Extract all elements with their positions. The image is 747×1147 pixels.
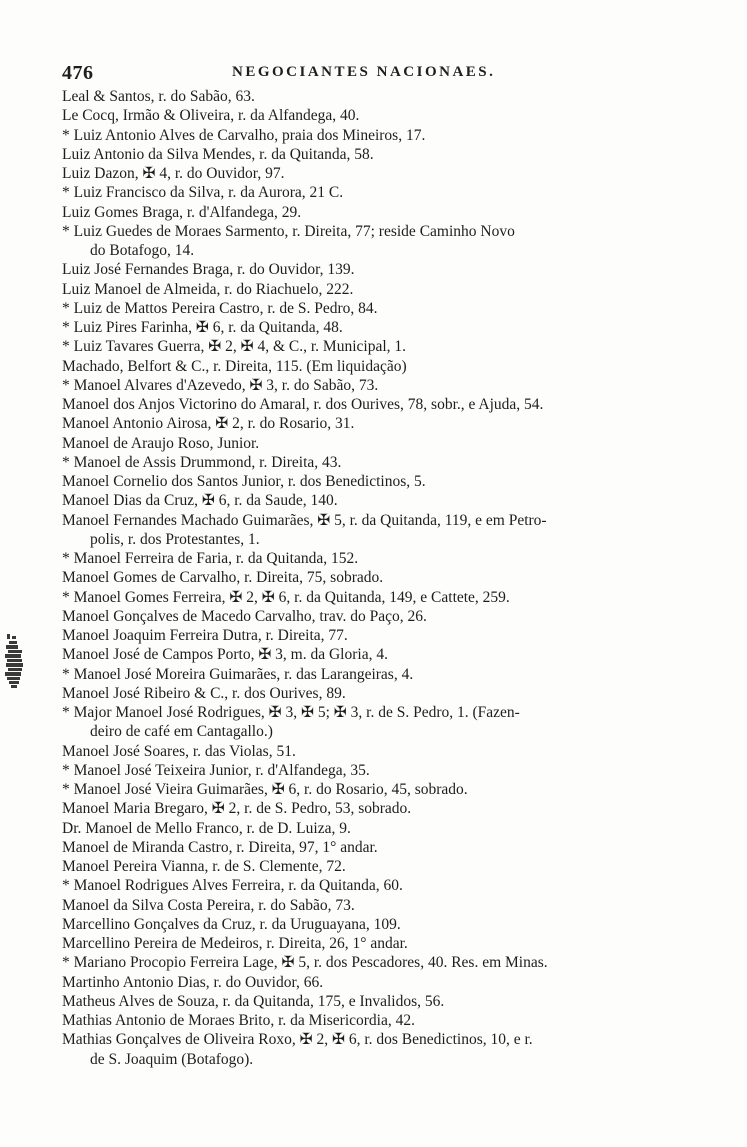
list-item: Martinho Antonio Dias, r. do Ouvidor, 66. [62, 973, 324, 991]
list-item: * Luiz Guedes de Moraes Sarmento, r. Direita, 77; reside Caminho Novo [62, 222, 515, 240]
page-number: 476 [62, 62, 94, 84]
list-item: Manoel Gonçalves de Macedo Carvalho, trav. do Paço, 26. [62, 607, 427, 625]
list-item: Le Cocq, Irmão & Oliveira, r. da Alfandega, 40. [62, 107, 360, 125]
list-item: Manoel Fernandes Machado Guimarães, ✠ 5, r. da Quitanda, 119, e em Petro- [62, 511, 547, 529]
list-item-continuation: deiro de café em Cantagallo.) [90, 723, 273, 741]
list-item: * Luiz Francisco da Silva, r. da Aurora, 21 C. [62, 184, 344, 202]
list-item: * Manoel Alvares d'Azevedo, ✠ 3, r. do Sabão, 73. [62, 376, 379, 394]
list-item: Luiz Antonio da Silva Mendes, r. da Quitanda, 58. [62, 145, 374, 163]
entry-list [62, 87, 687, 1069]
list-item: Manoel Gomes de Carvalho, r. Direita, 75, sobrado. [62, 569, 384, 587]
running-title: NEGOCIANTES NACIONAES. [232, 64, 496, 80]
list-item: Leal & Santos, r. do Sabão, 63. [62, 88, 255, 105]
list-item: Manoel Dias da Cruz, ✠ 6, r. da Saude, 140. [62, 492, 338, 510]
list-item: * Luiz Tavares Guerra, ✠ 2, ✠ 4, & C., r. Municipal, 1. [62, 338, 407, 356]
list-item: * Mariano Procopio Ferreira Lage, ✠ 5, r. dos Pescadores, 40. Res. em Minas. [62, 954, 548, 972]
list-item: * Luiz Pires Farinha, ✠ 6, r. da Quitanda, 48. [62, 319, 343, 336]
list-item: Mathias Antonio de Moraes Brito, r. da Misericordia, 42. [62, 1012, 415, 1029]
list-item: Manoel Pereira Vianna, r. de S. Clemente, 72. [62, 858, 346, 875]
list-item: * Luiz Antonio Alves de Carvalho, praia dos Mineiros, 17. [62, 126, 426, 144]
list-item: * Major Manoel José Rodrigues, ✠ 3, ✠ 5; ✠ 3, r. de S. Pedro, 1. (Fazen- [62, 704, 520, 721]
list-item-continuation: polis, r. dos Protestantes, 1. [90, 530, 260, 548]
list-item: Manoel Joaquim Ferreira Dutra, r. Direita, 77. [62, 627, 348, 644]
list-item: Manoel José de Campos Porto, ✠ 3, m. da Gloria, 4. [62, 646, 388, 664]
list-item: Manoel de Araujo Roso, Junior. [62, 434, 260, 452]
list-item: Dr. Manoel de Mello Franco, r. de D. Luiza, 9. [62, 819, 351, 837]
list-item: * Manoel Rodrigues Alves Ferreira, r. da Quitanda, 60. [62, 877, 403, 895]
list-item: Luiz Manoel de Almeida, r. do Riachuelo, 222. [62, 280, 354, 298]
list-item: * Manoel José Teixeira Junior, r. d'Alfandega, 35. [62, 761, 370, 779]
list-item: Manoel da Silva Costa Pereira, r. do Sabão, 73. [62, 896, 355, 914]
list-item: Manoel Maria Bregaro, ✠ 2, r. de S. Pedro, 53, sobrado. [62, 800, 412, 818]
list-item: * Manoel de Assis Drummond, r. Direita, 43. [62, 453, 342, 471]
list-item: * Manoel José Moreira Guimarães, r. das Larangeiras, 4. [62, 665, 414, 683]
list-item: Luiz José Fernandes Braga, r. do Ouvidor, 139. [62, 261, 355, 279]
list-item: Luiz Gomes Braga, r. d'Alfandega, 29. [62, 203, 302, 221]
list-item: Manoel José Ribeiro & C., r. dos Ourives, 89. [62, 684, 346, 702]
list-item: Machado, Belfort & C., r. Direita, 115. (Em liquidação) [62, 357, 407, 375]
list-item: Matheus Alves de Souza, r. da Quitanda, 175, e Invalidos, 56. [62, 992, 445, 1010]
list-item: * Luiz de Mattos Pereira Castro, r. de S. Pedro, 84. [62, 299, 378, 317]
list-item: Mathias Gonçalves de Oliveira Roxo, ✠ 2, ✠ 6, r. dos Benedictinos, 10, e r. [62, 1031, 533, 1049]
list-item: Manoel José Soares, r. das Violas, 51. [62, 742, 296, 760]
list-item: Manoel de Miranda Castro, r. Direita, 97, 1° andar. [62, 838, 378, 856]
list-item: Marcellino Pereira de Medeiros, r. Direita, 26, 1° andar. [62, 935, 408, 952]
list-item: Luiz Dazon, ✠ 4, r. do Ouvidor, 97. [62, 165, 285, 182]
list-item: * Manoel Gomes Ferreira, ✠ 2, ✠ 6, r. da Quitanda, 149, e Cattete, 259. [62, 588, 510, 606]
list-item: Manoel Antonio Airosa, ✠ 2, r. do Rosario, 31. [62, 415, 355, 433]
page-binding-mark [3, 632, 29, 692]
list-item: Marcellino Gonçalves da Cruz, r. da Uruguayana, 109. [62, 915, 401, 933]
page-header [62, 62, 682, 86]
list-item: Manoel dos Anjos Victorino do Amaral, r. dos Ourives, 78, sobr., e Ajuda, 54. [62, 396, 544, 413]
list-item: Manoel Cornelio dos Santos Junior, r. dos Benedictinos, 5. [62, 473, 426, 490]
list-item: * Manoel Ferreira de Faria, r. da Quitanda, 152. [62, 550, 359, 567]
list-item-continuation: do Botafogo, 14. [90, 242, 195, 259]
list-item-continuation: de S. Joaquim (Botafogo). [90, 1050, 254, 1068]
list-item: * Manoel José Vieira Guimarães, ✠ 6, r. do Rosario, 45, sobrado. [62, 781, 468, 798]
